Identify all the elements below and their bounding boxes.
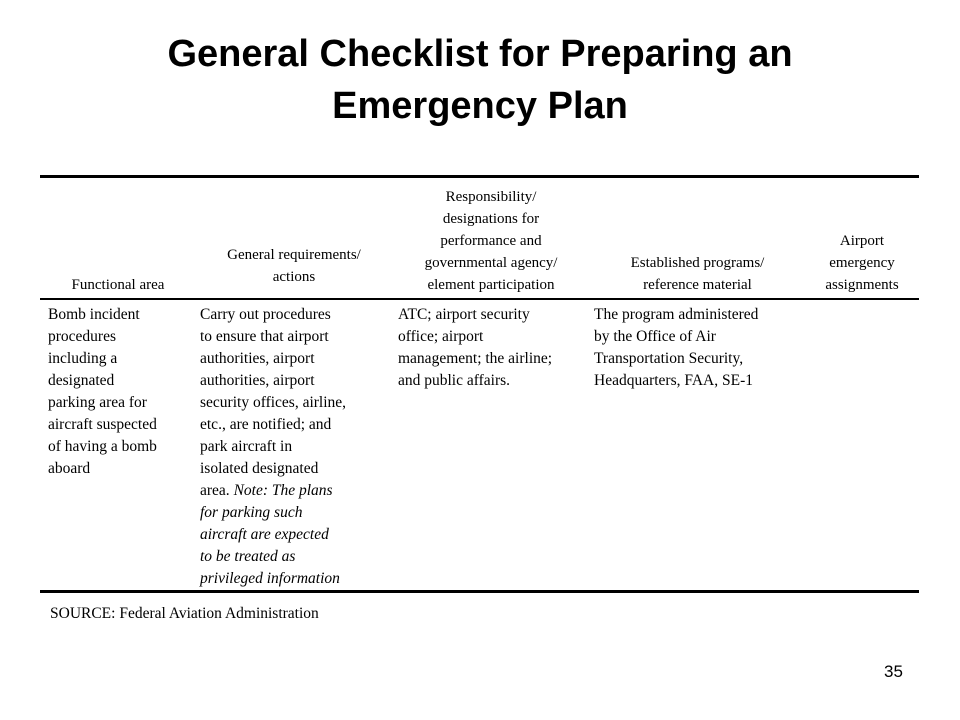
header-text: emergency	[829, 255, 895, 271]
cell-text: Bomb incident	[48, 306, 140, 323]
header-established-programs	[590, 178, 805, 296]
header-text: Functional area	[71, 277, 165, 293]
header-text: reference material	[643, 277, 752, 293]
cell-text: aboard	[48, 460, 91, 477]
note-text: for parking such	[200, 504, 303, 521]
cell-text: and public affairs.	[398, 372, 511, 389]
table-bottom-rule	[40, 590, 919, 593]
header-text: Responsibility/	[445, 189, 537, 205]
header-text: Established programs/	[630, 255, 765, 271]
header-functional-area	[40, 178, 196, 296]
header-text: assignments	[825, 277, 899, 293]
cell-text: by the Office of Air	[594, 328, 716, 345]
table-row	[40, 300, 919, 586]
cell-text: security offices, airline,	[200, 394, 347, 411]
header-text: Airport	[839, 233, 885, 249]
table-header-row	[40, 178, 919, 296]
cell-responsibility	[392, 300, 590, 586]
cell-general-requirements	[196, 300, 392, 586]
header-text: performance and	[440, 233, 542, 249]
cell-text: parking area for	[48, 394, 147, 411]
header-text: actions	[272, 269, 316, 285]
header-responsibility	[392, 178, 590, 296]
header-text: General requirements/	[227, 247, 361, 263]
cell-text: ATC; airport security	[398, 306, 530, 323]
cell-text: to ensure that airport	[200, 328, 329, 345]
cell-text: authorities, airport	[200, 350, 315, 367]
cell-text: Carry out procedures	[200, 306, 331, 323]
cell-text: including a	[48, 350, 118, 367]
header-text: governmental agency/	[424, 255, 558, 271]
page-number: 35	[884, 662, 903, 681]
cell-text: management; the airline;	[398, 350, 553, 367]
cell-text: designated	[48, 372, 115, 389]
header-text: element participation	[427, 277, 555, 293]
note-text: privileged information	[200, 570, 340, 587]
cell-established-programs	[590, 300, 805, 586]
source-note: SOURCE: Federal Aviation Administration	[50, 605, 319, 622]
title-line-2: Emergency Plan	[332, 85, 628, 127]
cell-text: of having a bomb	[48, 438, 157, 455]
header-general-requirements	[196, 178, 392, 296]
checklist-table	[40, 175, 919, 593]
cell-text: Transportation Security,	[594, 350, 744, 367]
cell-text: Headquarters, FAA, SE-1	[594, 372, 753, 389]
note-text: to be treated as	[200, 548, 296, 565]
cell-text: park aircraft in	[200, 438, 293, 455]
cell-text: office; airport	[398, 328, 484, 345]
cell-text: authorities, airport	[200, 372, 315, 389]
cell-text: aircraft suspected	[48, 416, 157, 433]
cell-text: procedures	[48, 328, 116, 345]
header-text: designations for	[442, 211, 540, 227]
note-text: Note: The plans	[233, 482, 333, 499]
cell-text-note-start	[200, 480, 392, 502]
cell-functional-area	[40, 300, 196, 586]
cell-text: etc., are notified; and	[200, 416, 332, 433]
cell-text: area.	[200, 482, 230, 499]
cell-airport-emergency-assignments	[805, 300, 919, 586]
title-line-1: General Checklist for Preparing an	[167, 33, 793, 75]
cell-text: The program administered	[594, 306, 759, 323]
cell-text: isolated designated	[200, 460, 319, 477]
header-airport-emergency-assignments	[805, 178, 919, 296]
note-text: aircraft are expected	[200, 526, 329, 543]
page-title	[0, 28, 960, 132]
